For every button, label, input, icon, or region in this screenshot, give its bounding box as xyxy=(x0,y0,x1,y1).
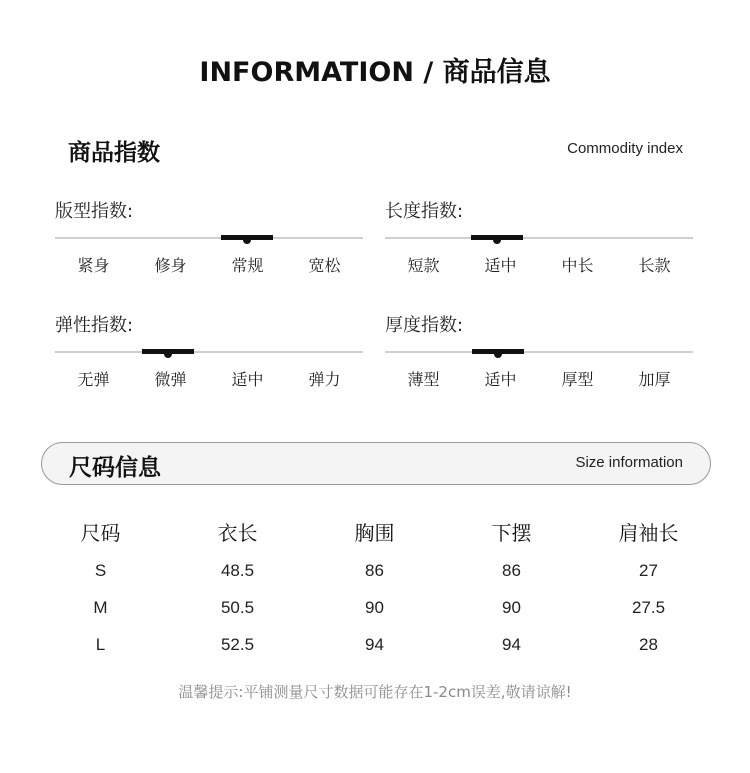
column-header: 衣长 xyxy=(217,520,258,545)
size-table xyxy=(32,510,718,663)
elasticity-index-marker-dot xyxy=(164,350,172,358)
table-cell: 28 xyxy=(639,634,658,654)
table-cell: 48.5 xyxy=(220,560,255,580)
table-cell: M xyxy=(93,597,108,617)
column-header: 下摆 xyxy=(491,520,532,545)
thickness-option: 厚型 xyxy=(561,370,594,389)
table-row xyxy=(32,552,718,589)
table-cell: 94 xyxy=(365,634,384,654)
thickness-index-track xyxy=(385,351,693,353)
fit-option: 常规 xyxy=(231,256,264,275)
table-cell: 86 xyxy=(365,560,384,580)
elasticity-option: 无弹 xyxy=(77,370,110,389)
length-index-track xyxy=(385,237,693,239)
thickness-option: 薄型 xyxy=(407,370,440,389)
length-index-label: 长度指数: xyxy=(385,201,464,222)
length-option: 中长 xyxy=(561,256,594,275)
column-header: 胸围 xyxy=(354,520,395,545)
thickness-index-label: 厚度指数: xyxy=(385,315,464,336)
table-cell: S xyxy=(94,560,107,580)
table-row xyxy=(32,589,718,626)
fit-option: 宽松 xyxy=(308,256,341,275)
fit-option: 紧身 xyxy=(77,256,110,275)
length-index-marker-dot xyxy=(493,236,501,244)
table-cell: 94 xyxy=(502,634,521,654)
elasticity-index-track xyxy=(55,351,363,353)
length-option: 适中 xyxy=(484,256,517,275)
commodity-index-heading: 商品指数 xyxy=(68,140,160,166)
size-info-heading: 尺码信息 xyxy=(69,455,161,481)
page-title: INFORMATION / 商品信息 xyxy=(199,57,551,88)
table-cell: 52.5 xyxy=(220,634,255,654)
table-cell: L xyxy=(95,634,106,654)
thickness-option: 适中 xyxy=(484,370,517,389)
table-cell: 86 xyxy=(502,560,521,580)
fit-index-label: 版型指数: xyxy=(55,201,134,222)
fit-option: 修身 xyxy=(154,256,187,275)
size-info-banner xyxy=(41,442,711,485)
elasticity-index-label: 弹性指数: xyxy=(55,315,134,336)
fit-index-marker-dot xyxy=(243,236,251,244)
thickness-index-marker-dot xyxy=(494,350,502,358)
table-cell: 27.5 xyxy=(631,597,666,617)
table-cell: 90 xyxy=(365,597,384,617)
table-cell: 27 xyxy=(639,560,658,580)
fit-index-track xyxy=(55,237,363,239)
elasticity-option: 弹力 xyxy=(308,370,341,389)
measurement-note: 温馨提示:平铺测量尺寸数据可能存在1-2cm误差,敬请谅解! xyxy=(178,683,572,701)
size-table-header xyxy=(32,510,718,552)
thickness-option: 加厚 xyxy=(638,370,671,389)
size-info-heading-en: Size information xyxy=(575,454,683,471)
column-header: 尺码 xyxy=(80,520,121,545)
length-option: 长款 xyxy=(638,256,671,275)
elasticity-option: 适中 xyxy=(231,370,264,389)
commodity-index-heading-en: Commodity index xyxy=(567,140,683,157)
table-cell: 90 xyxy=(502,597,521,617)
elasticity-option: 微弹 xyxy=(154,370,187,389)
column-header: 肩袖长 xyxy=(618,520,679,545)
table-cell: 50.5 xyxy=(220,597,255,617)
table-row xyxy=(32,626,718,663)
length-option: 短款 xyxy=(407,256,440,275)
